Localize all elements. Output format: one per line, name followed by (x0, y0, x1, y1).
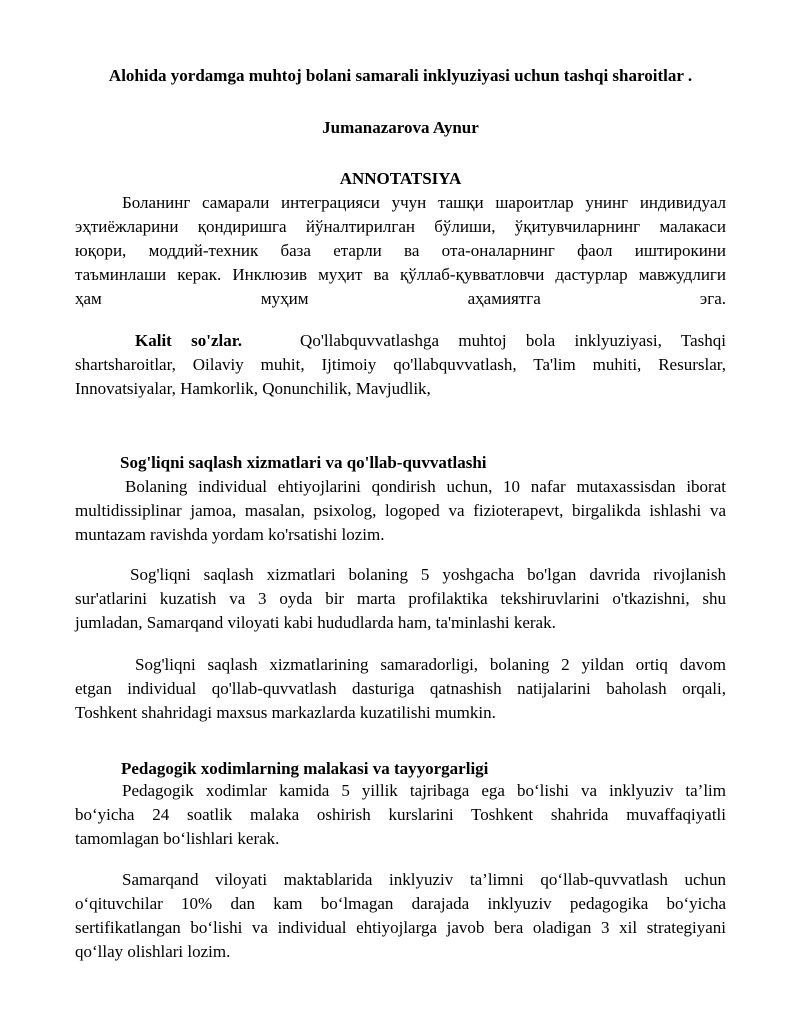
keywords-line (75, 329, 726, 353)
section-heading-pedagogy: Pedagogik xodimlarning malakasi va tayyorgarligi (121, 759, 489, 778)
paragraph-line: o‘qituvchilar 10% dan kam bo‘lmagan darajada inklyuziv pedagogika bo‘yicha (75, 894, 726, 913)
health-paragraph-1 (75, 475, 726, 547)
pedagogy-paragraph-2 (75, 868, 726, 964)
keywords-line: Innovatsiyalar, Hamkorlik, Qonunchilik, Mavjudlik, (75, 379, 431, 398)
annotation-heading: ANNOTATSIYA (339, 169, 462, 188)
health-paragraph-2 (75, 563, 726, 635)
keywords-line: shartsharoitlar, Oilaviy muhit, Ijtimoiy qo'llabquvvatlash, Ta'lim muhiti, Resurslar, (75, 355, 726, 374)
annotation-paragraph (75, 191, 726, 311)
paragraph-line: tamomlagan bo‘lishlari kerak. (75, 829, 280, 848)
pedagogy-paragraph-1 (75, 779, 726, 851)
keywords-label: Kalit so'zlar. (135, 331, 243, 350)
annotation-line: ҳам муҳим аҳамиятга эга. (75, 289, 726, 308)
annotation-line: эҳтиёжларини қондиришга йўналтирилган бўлиши, ўқитувчиларнинг малакаси (75, 217, 726, 236)
paragraph-line: Pedagogik xodimlar kamida 5 yillik tajribaga ega bo‘lishi va inklyuziv ta’lim (122, 781, 726, 800)
paragraph-line: Toshkent shahridagi maxsus markazlarda kuzatilishi mumkin. (75, 703, 496, 722)
paragraph-line: jumladan, Samarqand viloyati kabi hududlarda ham, ta'minlashi kerak. (75, 613, 556, 632)
paragraph-line: Samarqand viloyati maktablarida inklyuziv ta’limni qo‘llab-quvvatlash uchun (122, 870, 726, 889)
paragraph-line: etgan individual qo'llab-quvvatlash dasturiga qatnashish natijalarini baholash orqali, (75, 679, 726, 698)
document-title: Alohida yordamga muhtoj bolani samarali inklyuziyasi uchun tashqi sharoitlar . (108, 66, 693, 85)
paragraph-line: qo‘llay olishlari lozim. (75, 942, 231, 961)
document-author: Jumanazarova Aynur (322, 118, 479, 137)
paragraph-line: bo‘yicha 24 soatlik malaka oshirish kurslarini Toshkent shahrida muvaffaqiyatli (75, 805, 726, 824)
annotation-line: юқори, моддий-техник база етарли ва ота-оналарнинг фаол иштирокини (75, 241, 726, 260)
paragraph-line: sur'atlarini kuzatish va 3 oyda bir marta profilaktika tekshiruvlarini o'tkazishni, shu (75, 589, 726, 608)
section-heading-health: Sog'liqni saqlash xizmatlari va qo'llab-quvvatlashi (120, 453, 487, 472)
annotation-line: таъминлаши керак. Инклюзив муҳит ва қўллаб-қувватловчи дастурлар мавжудлиги (75, 265, 726, 284)
health-paragraph-3 (75, 653, 726, 725)
paragraph-line: Bolaning individual ehtiyojlarini qondirish uchun, 10 nafar mutaxassisdan iborat (125, 477, 726, 496)
keywords-text: Qo'llabquvvatlashga muhtoj bola inklyuziyasi, Tashqi (300, 331, 726, 350)
paragraph-line: Sog'liqni saqlash xizmatlari bolaning 5 yoshgacha bo'lgan davrida rivojlanish (130, 565, 726, 584)
paragraph-line: multidissiplinar jamoa, masalan, psixolog, logoped va fizioterapevt, birgalikda ishlashi va (75, 501, 726, 520)
paragraph-line: muntazam ravishda yordam ko'rsatishi lozim. (75, 525, 385, 544)
keywords-paragraph (75, 329, 726, 401)
paragraph-line: sertifikatlangan bo‘lishi va individual ehtiyojlarga javob bera oladigan 3 xil strategiyani (75, 918, 726, 937)
paragraph-line: Sog'liqni saqlash xizmatlarining samaradorligi, bolaning 2 yildan ortiq davom (135, 655, 726, 674)
annotation-line: Боланинг самарали интеграцияси учун ташқи шароитлар унинг индивидуал (122, 193, 726, 212)
